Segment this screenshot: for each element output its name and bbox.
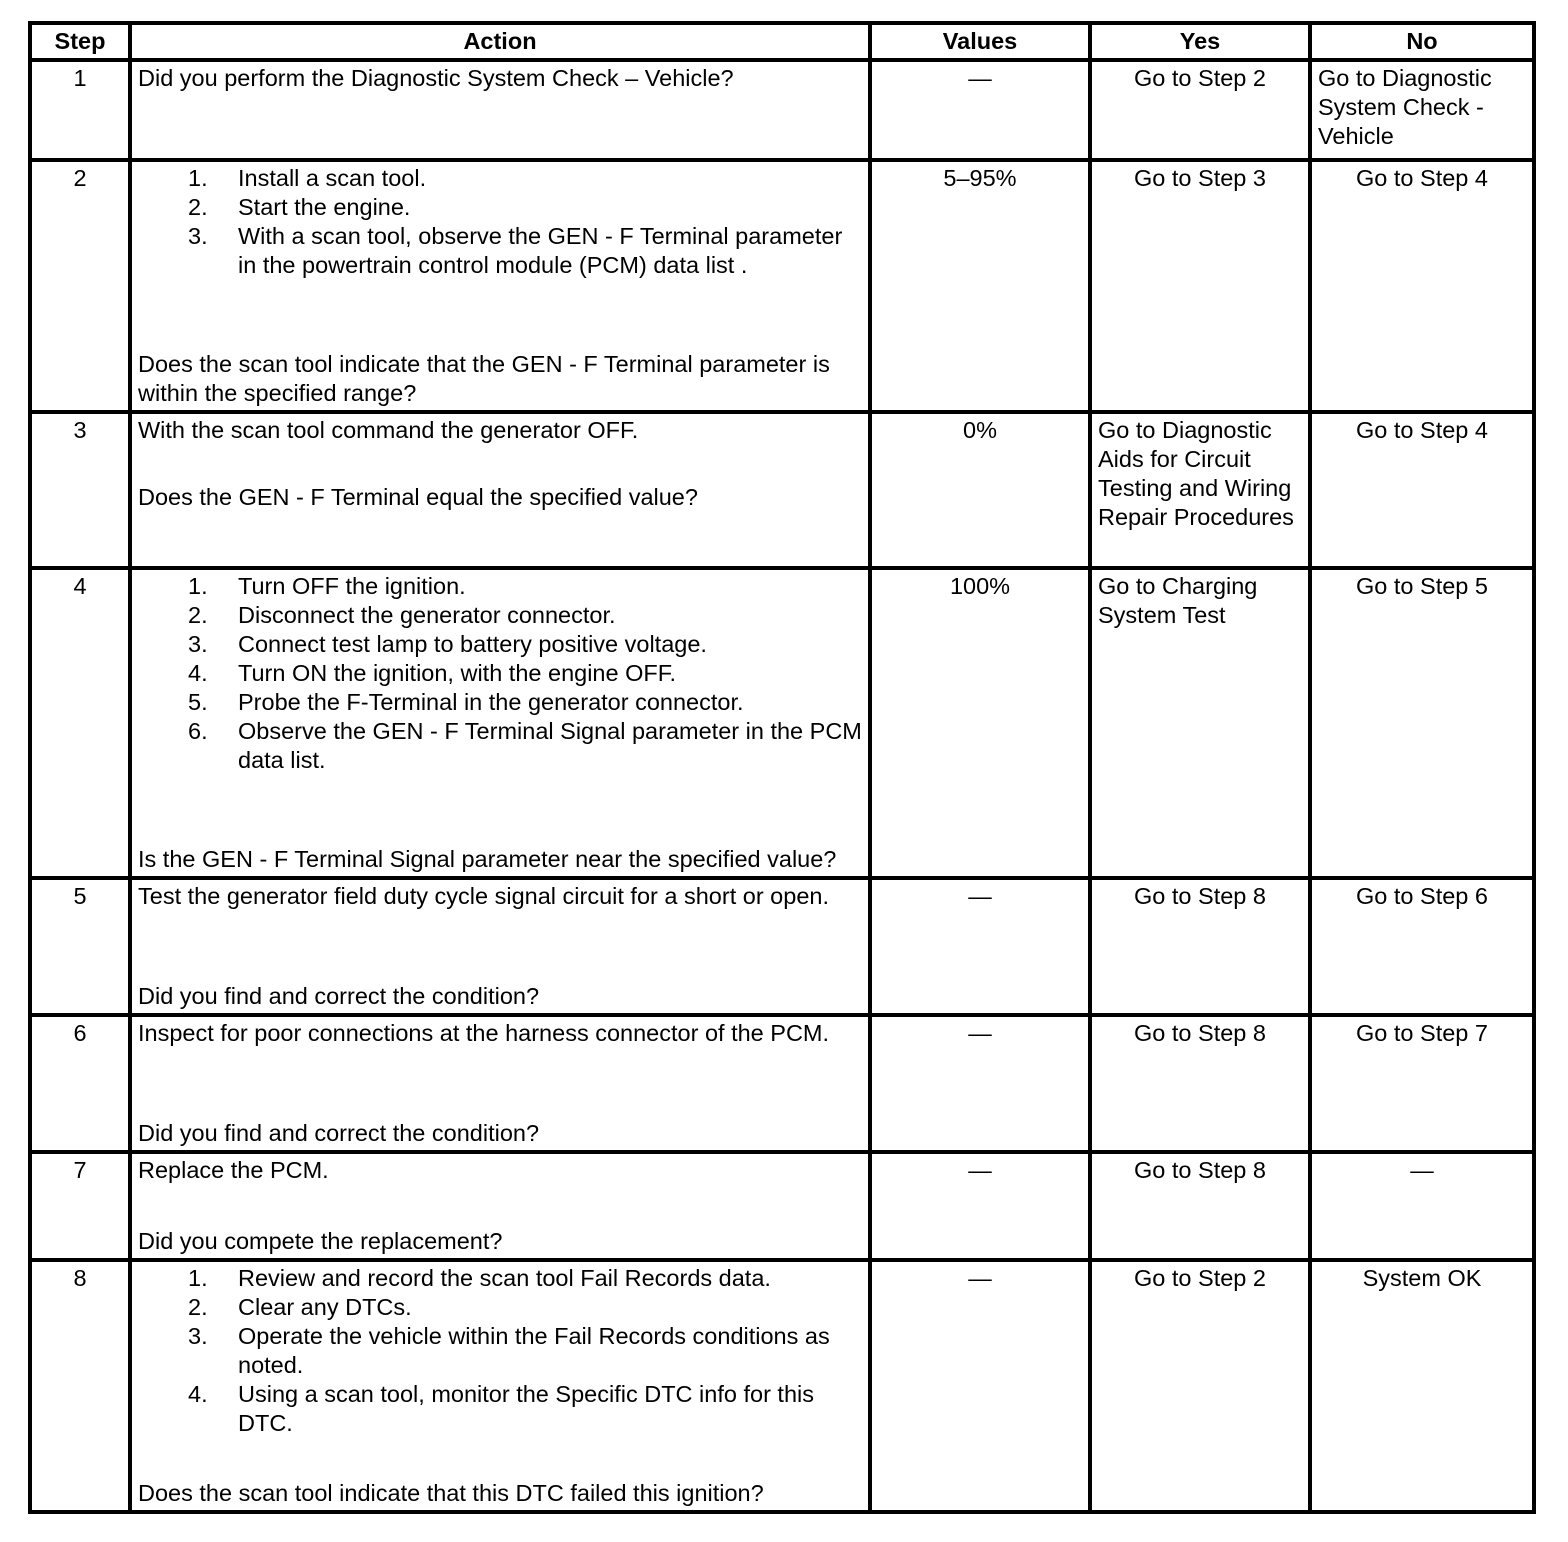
action-cell — [130, 1260, 870, 1512]
list-item: 5. Probe the F-Terminal in the generator connector. — [188, 689, 744, 715]
action-cell — [130, 1015, 870, 1152]
value-cell: 5–95% — [870, 160, 1090, 412]
header-values: Values — [870, 23, 1090, 60]
table-row — [30, 878, 1534, 1015]
list-item: 4. Turn ON the ignition, with the engine OFF. — [188, 660, 677, 686]
diagnostic-table — [28, 21, 1536, 1514]
no-cell: Go to Step 4 — [1310, 412, 1534, 568]
action-text: Test the generator field duty cycle signal circuit for a short or open. — [138, 883, 829, 909]
action-cell — [130, 412, 870, 568]
question-text: Did you find and correct the condition? — [138, 983, 540, 1009]
yes-cell: Go to Step 2 — [1090, 1260, 1310, 1512]
action-cell — [130, 878, 870, 1015]
list-item: 3. Connect test lamp to battery positive voltage. — [188, 631, 707, 657]
action-text: Did you perform the Diagnostic System Check – Vehicle? — [138, 65, 734, 91]
question-text: Is the GEN - F Terminal Signal parameter near the specified value? — [138, 846, 837, 872]
value-cell: — — [870, 1152, 1090, 1260]
yes-cell: Go to Step 2 — [1090, 60, 1310, 160]
question-text: Does the scan tool indicate that the GEN - F Terminal parameter is within the specified range? — [138, 351, 830, 406]
step-number: 2 — [30, 160, 130, 412]
action-cell — [130, 60, 870, 160]
yes-cell: Go to Step 8 — [1090, 1152, 1310, 1260]
value-cell: — — [870, 60, 1090, 160]
header-row — [30, 23, 1534, 60]
value-cell: — — [870, 1260, 1090, 1512]
no-cell: — — [1310, 1152, 1534, 1260]
yes-cell: Go to Step 8 — [1090, 1015, 1310, 1152]
question-text: Does the scan tool indicate that this DTC failed this ignition? — [138, 1480, 764, 1506]
value-cell: 0% — [870, 412, 1090, 568]
table-header — [30, 23, 1534, 60]
step-number: 1 — [30, 60, 130, 160]
table-row — [30, 1152, 1534, 1260]
step-number: 6 — [30, 1015, 130, 1152]
step-number: 7 — [30, 1152, 130, 1260]
header-step: Step — [30, 23, 130, 60]
list-item: 3. With a scan tool, observe the GEN - F Terminal parameter in the powertrain control module (PCM) data list . — [188, 223, 843, 278]
table-row — [30, 160, 1534, 412]
list-item: 4. Using a scan tool, monitor the Specific DTC info for this DTC. — [188, 1381, 814, 1436]
no-cell: Go to Step 5 — [1310, 568, 1534, 878]
table-row — [30, 1260, 1534, 1512]
list-item: 2. Start the engine. — [188, 194, 411, 220]
step-number: 4 — [30, 568, 130, 878]
table-row — [30, 60, 1534, 160]
action-cell — [130, 160, 870, 412]
value-cell: 100% — [870, 568, 1090, 878]
yes-cell: Go to Diagnostic Aids for Circuit Testing and Wiring Repair Procedures — [1090, 412, 1310, 568]
instruction-list — [138, 164, 862, 280]
value-cell: — — [870, 878, 1090, 1015]
instruction-list — [138, 572, 862, 775]
action-cell — [130, 1152, 870, 1260]
table-row — [30, 568, 1534, 878]
list-item: 2. Clear any DTCs. — [188, 1294, 412, 1320]
list-item: 1. Turn OFF the ignition. — [188, 573, 466, 599]
action-text: Inspect for poor connections at the harness connector of the PCM. — [138, 1020, 830, 1046]
yes-cell: Go to Step 8 — [1090, 878, 1310, 1015]
step-number: 3 — [30, 412, 130, 568]
action-text: With the scan tool command the generator OFF. — [138, 417, 639, 443]
no-cell: Go to Step 6 — [1310, 878, 1534, 1015]
step-number: 5 — [30, 878, 130, 1015]
question-text: Did you find and correct the condition? — [138, 1120, 540, 1146]
list-item: 6. Observe the GEN - F Terminal Signal parameter in the PCM data list. — [188, 718, 862, 773]
instruction-list — [138, 1264, 862, 1438]
action-text: Replace the PCM. — [138, 1157, 329, 1183]
table-row — [30, 1015, 1534, 1152]
yes-cell: Go to Charging System Test — [1090, 568, 1310, 878]
action-cell — [130, 568, 870, 878]
list-item: 1. Install a scan tool. — [188, 165, 427, 191]
step-number: 8 — [30, 1260, 130, 1512]
list-item: 3. Operate the vehicle within the Fail Records conditions as noted. — [188, 1323, 830, 1378]
list-item: 2. Disconnect the generator connector. — [188, 602, 616, 628]
no-cell: System OK — [1310, 1260, 1534, 1512]
question-text: Does the GEN - F Terminal equal the specified value? — [138, 484, 698, 510]
yes-cell: Go to Step 3 — [1090, 160, 1310, 412]
header-no: No — [1310, 23, 1534, 60]
table-row — [30, 412, 1534, 568]
header-action: Action — [130, 23, 870, 60]
no-cell: Go to Step 7 — [1310, 1015, 1534, 1152]
no-cell: Go to Step 4 — [1310, 160, 1534, 412]
no-cell: Go to Diagnostic System Check - Vehicle — [1310, 60, 1534, 160]
header-yes: Yes — [1090, 23, 1310, 60]
question-text: Did you compete the replacement? — [138, 1228, 503, 1254]
list-item: 1. Review and record the scan tool Fail Records data. — [188, 1265, 771, 1291]
value-cell: — — [870, 1015, 1090, 1152]
